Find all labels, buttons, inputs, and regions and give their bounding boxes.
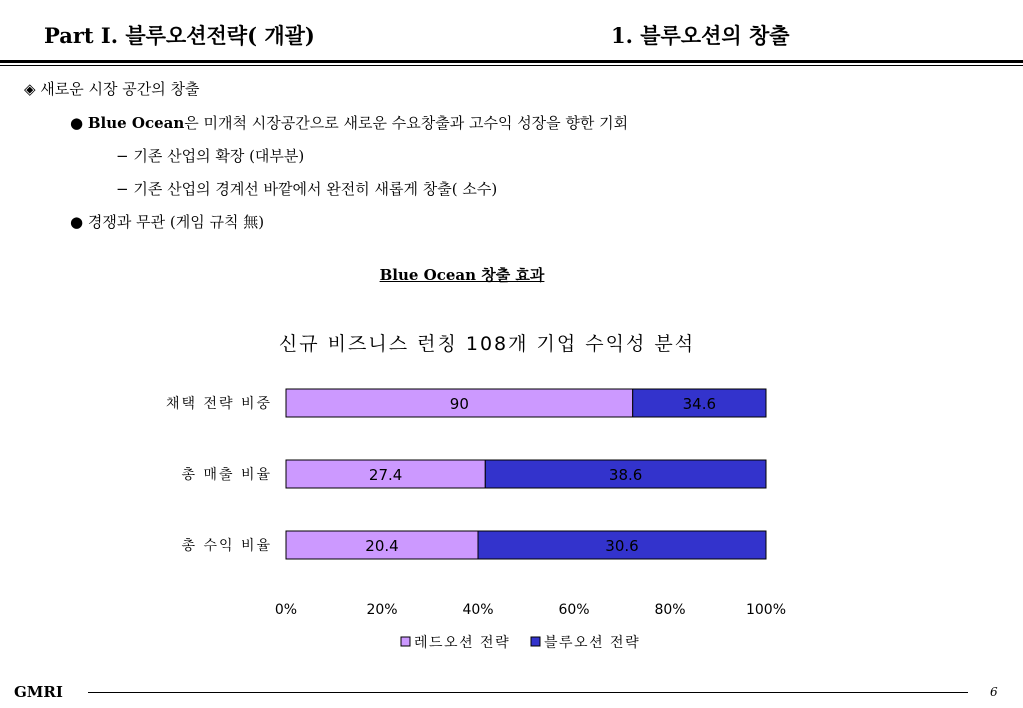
chart-title: 신규 비즈니스 런칭 108개 기업 수익성 분석 [278, 333, 696, 355]
bullet-new-market-space: ◈ 새로운 시장 공간의 창출 [24, 80, 200, 98]
category-label: 채택 전략 비중 [165, 396, 272, 412]
blue-ocean-term: Blue Ocean [87, 114, 185, 132]
competition-text: 경쟁과 무관 (게임 규칙 無) [87, 213, 265, 231]
data-label: 20.4 [365, 537, 399, 555]
bullet-dot-icon: ● [70, 114, 84, 132]
sub-bullet-new-creation: − 기존 산업의 경계선 바깥에서 완전히 새롭게 창출( 소수) [116, 180, 498, 198]
data-label: 34.6 [682, 395, 717, 413]
data-label: 27.4 [368, 466, 403, 484]
x-tick-label: 40% [462, 602, 494, 618]
category-label: 총 수익 비율 [181, 538, 272, 554]
x-tick-label: 60% [558, 602, 590, 618]
x-tick-label: 20% [366, 602, 398, 618]
category-label: 총 매출 비율 [181, 467, 272, 483]
legend-swatch [401, 637, 410, 646]
footer-rule [88, 692, 968, 693]
blue-ocean-definition-text: 은 미개척 시장공간으로 새로운 수요창출과 고수익 성장을 향한 기회 [184, 114, 629, 132]
legend-label: 블루오션 전략 [544, 635, 641, 651]
x-tick-label: 100% [745, 602, 787, 618]
sub-bullet-extension: − 기존 산업의 확장 (대부분) [116, 147, 305, 165]
legend-label: 레드오션 전략 [414, 635, 511, 651]
data-label: 30.6 [605, 537, 639, 555]
page-number: 6 [990, 685, 998, 699]
section-title: 1. 블루오션의 창출 [611, 23, 790, 48]
x-tick-label: 80% [654, 602, 686, 618]
legend-swatch [531, 637, 540, 646]
chart-heading: Blue Ocean 창출 효과 [379, 266, 545, 284]
footer-org-label: GMRI [14, 683, 63, 701]
slide-title: Part Ⅰ. 블루오션전략( 개괄) [44, 23, 315, 48]
data-label: 38.6 [608, 466, 643, 484]
bullet-dot-icon: ● [70, 213, 84, 231]
x-tick-label: 0% [274, 602, 298, 618]
data-label: 90 [449, 395, 469, 413]
